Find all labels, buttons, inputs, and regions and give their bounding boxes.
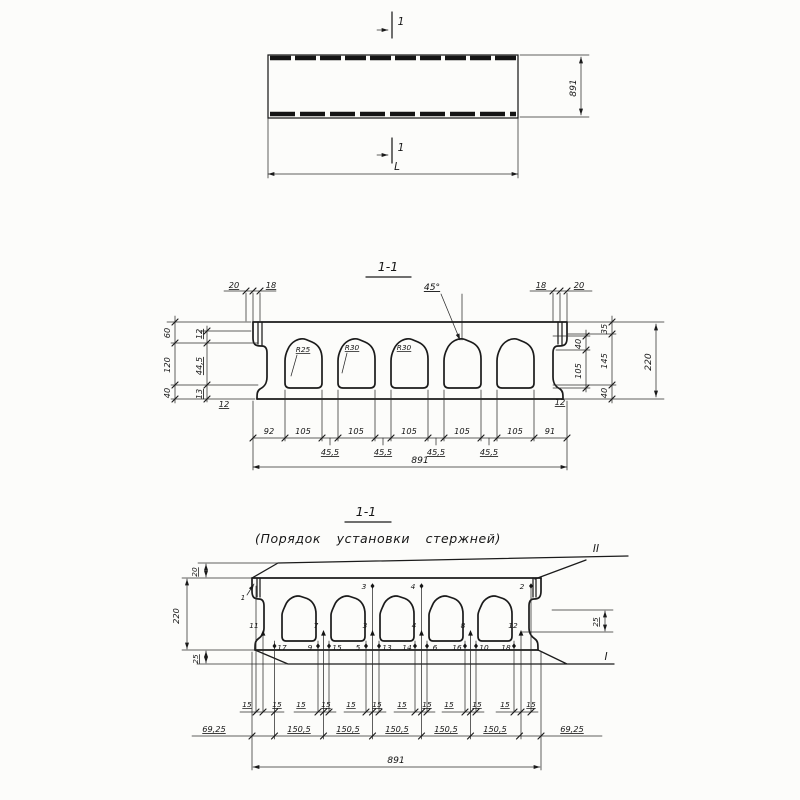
dim-150-5-2: 150,5	[336, 724, 360, 734]
slab-section2-outline	[252, 578, 541, 650]
off-15-3: 15	[296, 700, 306, 709]
slab-voids-2	[282, 596, 512, 641]
void2-4	[429, 596, 463, 641]
off-15-6: 15	[372, 700, 382, 709]
dim-891-s2: 891	[387, 755, 405, 766]
dim-18-topleft: 18	[265, 280, 277, 290]
rod-1: 1	[240, 593, 246, 602]
off-15-9: 15	[444, 700, 454, 709]
dim-20-topleft: 20	[228, 280, 240, 290]
dim-18-topright: 18	[535, 280, 547, 290]
slab-plan-outline	[268, 55, 518, 118]
dim-12-inner: 12	[194, 328, 204, 340]
rod-6: 6	[432, 643, 438, 652]
void2-1	[282, 596, 316, 641]
layer-II-label: II	[592, 543, 600, 555]
void2-3	[380, 596, 414, 641]
section-mark-bottom-label: 1	[397, 142, 405, 154]
rod-11: 11	[249, 621, 259, 630]
rod-labels-top	[241, 582, 525, 602]
off-15-10: 15	[472, 700, 482, 709]
dim-45-5-2: 45,5	[373, 447, 393, 457]
dim-105-3: 105	[401, 426, 417, 436]
dim-105-2: 105	[348, 426, 364, 436]
right-dims	[553, 316, 664, 407]
dim-145: 145	[599, 353, 609, 369]
section2-title: 1-1	[355, 504, 377, 519]
rod-8: 8	[460, 621, 466, 630]
section-1-1	[162, 259, 664, 470]
dim-69-25-right: 69,25	[560, 724, 584, 734]
section1-title: 1-1	[377, 259, 399, 274]
dim-12-bottomright: 12	[554, 397, 566, 407]
void2-2	[331, 596, 365, 641]
dim-35: 35	[599, 323, 609, 335]
void-5	[497, 339, 534, 388]
rod-14: 14	[402, 643, 412, 652]
layer-I-label: I	[604, 651, 608, 663]
dim-150-5-3: 150,5	[385, 724, 409, 734]
dim-120: 120	[162, 357, 172, 373]
plan-view	[268, 12, 589, 178]
off-15-11: 15	[500, 700, 510, 709]
dim-25-left: 25	[191, 654, 200, 664]
dim-220-s2: 220	[171, 608, 181, 624]
dim-91: 91	[544, 426, 556, 436]
rod-markers	[247, 583, 533, 648]
rod-4-top: 4	[410, 582, 416, 591]
dim-220: 220	[643, 353, 654, 371]
dim-69-25-left: 69,25	[202, 724, 226, 734]
rod-10: 10	[479, 643, 489, 652]
dim-12-bottomleft: 12	[218, 399, 230, 409]
section-cut-mark-top	[377, 12, 404, 38]
off-15-4: 15	[321, 700, 331, 709]
dim-40-left: 40	[162, 387, 172, 399]
dim-20-topright: 20	[573, 280, 585, 290]
rod-3-mid: 3	[362, 621, 368, 630]
void-radius-labels	[291, 343, 412, 376]
rod-12: 12	[508, 621, 518, 630]
dim-92: 92	[263, 426, 275, 436]
dim-40-rightinner: 40	[573, 338, 583, 350]
dim-105-5: 105	[507, 426, 523, 436]
rod-7: 7	[313, 621, 319, 630]
off-15-2: 15	[272, 700, 282, 709]
rod-4-mid: 4	[411, 621, 417, 630]
rod-2: 2	[519, 582, 525, 591]
section2-bottom-dims	[192, 652, 602, 770]
rod-5: 5	[355, 643, 361, 652]
off-15-5: 15	[346, 700, 356, 709]
dim-44-5: 44,5	[194, 356, 204, 376]
rod-17: 17	[277, 643, 287, 652]
section-1-1-rod-placement	[171, 504, 628, 770]
dim-150-5-5: 150,5	[483, 724, 507, 734]
void-4	[444, 339, 481, 388]
dim-40-right: 40	[599, 387, 609, 399]
dim-105-vert: 105	[573, 363, 583, 379]
plan-dimensions	[268, 55, 589, 178]
dim-105-4: 105	[454, 426, 470, 436]
section-cut-mark-bottom	[377, 138, 404, 163]
rod-13: 13	[382, 643, 392, 652]
section-mark-top-label: 1	[397, 16, 405, 28]
left-dims	[162, 316, 258, 409]
rod-15: 15	[332, 643, 342, 652]
radius-label-3: R30	[396, 343, 412, 352]
dim-891-s1: 891	[411, 455, 429, 466]
dim-20-s2: 20	[190, 567, 199, 577]
void2-5	[478, 596, 512, 641]
off-15-1: 15	[242, 700, 252, 709]
dim-45-5-1: 45,5	[320, 447, 340, 457]
plan-length-dim: L	[394, 161, 400, 173]
off-15-8: 15	[422, 700, 432, 709]
dim-105-1: 105	[295, 426, 311, 436]
section1-bottom-dims	[250, 390, 570, 470]
radius-label-1: R25	[295, 345, 311, 354]
rod-lines	[256, 586, 531, 739]
angle-callout	[424, 282, 462, 340]
rod-18: 18	[501, 643, 511, 652]
section2-right-dims	[522, 610, 613, 632]
dim-25-right: 25	[591, 617, 600, 627]
off-15-12: 15	[526, 700, 536, 709]
dim-150-5-1: 150,5	[287, 724, 311, 734]
dim-150-5-4: 150,5	[434, 724, 458, 734]
dim-60: 60	[162, 327, 172, 339]
plan-width-dim: 891	[568, 79, 579, 97]
radius-label-2: R30	[344, 343, 360, 352]
rod-3-top: 3	[361, 582, 367, 591]
dim-13: 13	[194, 388, 204, 400]
top-edge-dims	[224, 280, 592, 321]
off-15-7: 15	[397, 700, 407, 709]
dim-45-5-4: 45,5	[479, 447, 499, 457]
section2-subtitle: (Порядок установки стержней)	[255, 531, 501, 546]
angle-45-label: 45°	[423, 282, 441, 293]
rod-16: 16	[452, 643, 462, 652]
rod-9: 9	[307, 643, 313, 652]
dim-45-5-3: 45,5	[426, 447, 446, 457]
